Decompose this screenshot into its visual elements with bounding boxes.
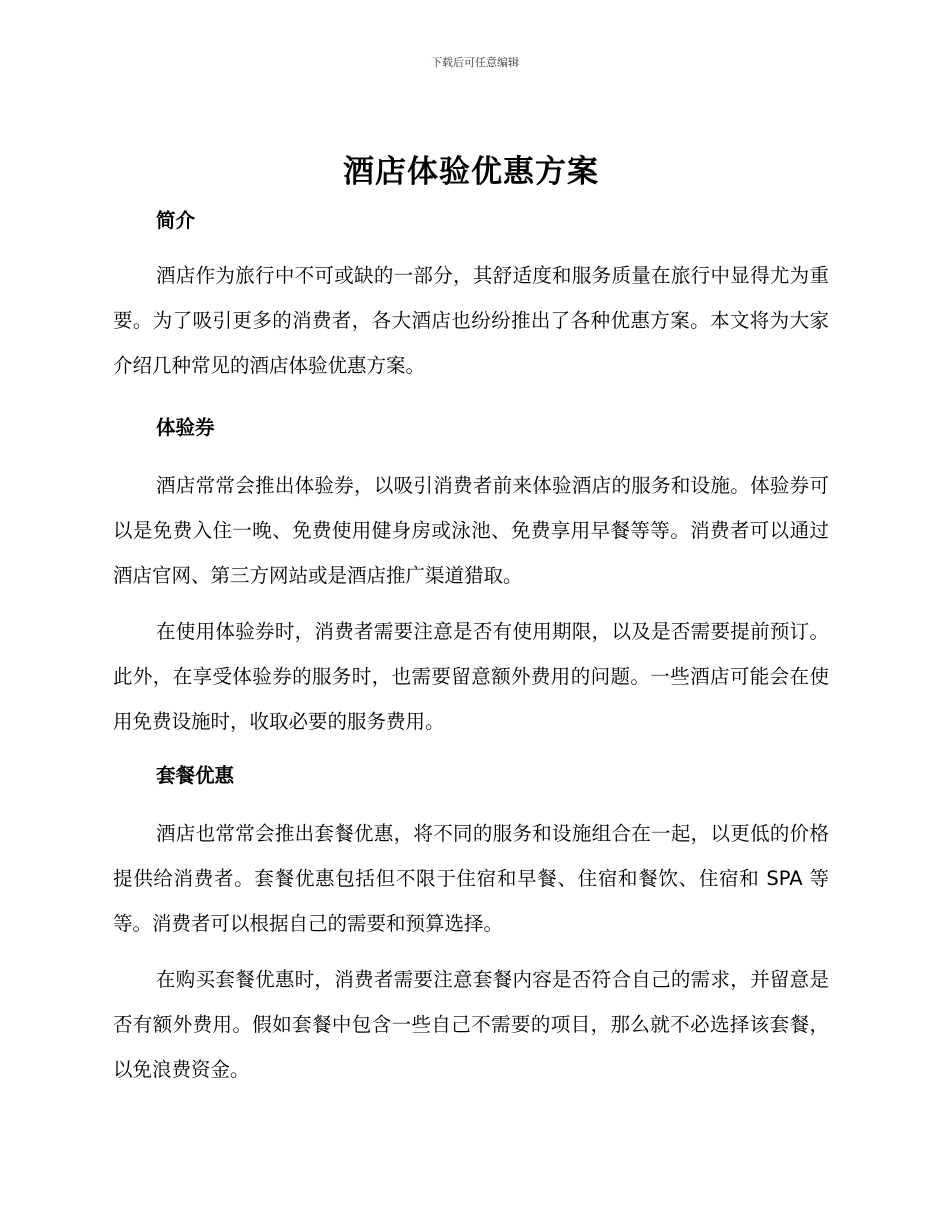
document-body <box>113 150 829 1092</box>
section-heading-voucher: 体验券 <box>156 416 215 439</box>
document-title: 酒店体验优惠方案 <box>343 154 599 190</box>
section-heading-package: 套餐优惠 <box>156 764 235 787</box>
paragraph-package-overview: 酒店也常常会推出套餐优惠，将不同的服务和设施组合在一起，以更低的价格提供给消费者。套餐优惠包括但不限于住宿和早餐、住宿和餐饮、住宿和 SPA 等等。消费者可以根据自己的需要和预算选择。 <box>113 822 829 935</box>
section-heading-intro: 简介 <box>156 209 196 232</box>
paragraph-voucher-overview: 酒店常常会推出体验券，以吸引消费者前来体验酒店的服务和设施。体验券可以是免费入住一晚、免费使用健身房或泳池、免费享用早餐等等。消费者可以通过酒店官网、第三方网站或是酒店推广渠道猎取。 <box>113 474 829 587</box>
header-note: 下载后可任意编辑 <box>431 56 519 69</box>
paragraph-voucher-notes: 在使用体验券时，消费者需要注意是否有使用期限，以及是否需要提前预订。此外，在享受体验券的服务时，也需要留意额外费用的问题。一些酒店可能会在使用免费设施时，收取必要的服务费用。 <box>113 620 829 733</box>
paragraph-intro: 酒店作为旅行中不可或缺的一部分，其舒适度和服务质量在旅行中显得尤为重要。为了吸引更多的消费者，各大酒店也纷纷推出了各种优惠方案。本文将为大家介绍几种常见的酒店体验优惠方案。 <box>113 264 829 377</box>
paragraph-package-notes: 在购买套餐优惠时，消费者需要注意套餐内容是否符合自己的需求，并留意是否有额外费用。假如套餐中包含一些自己不需要的项目，那么就不必选择该套餐，以免浪费资金。 <box>113 968 829 1081</box>
